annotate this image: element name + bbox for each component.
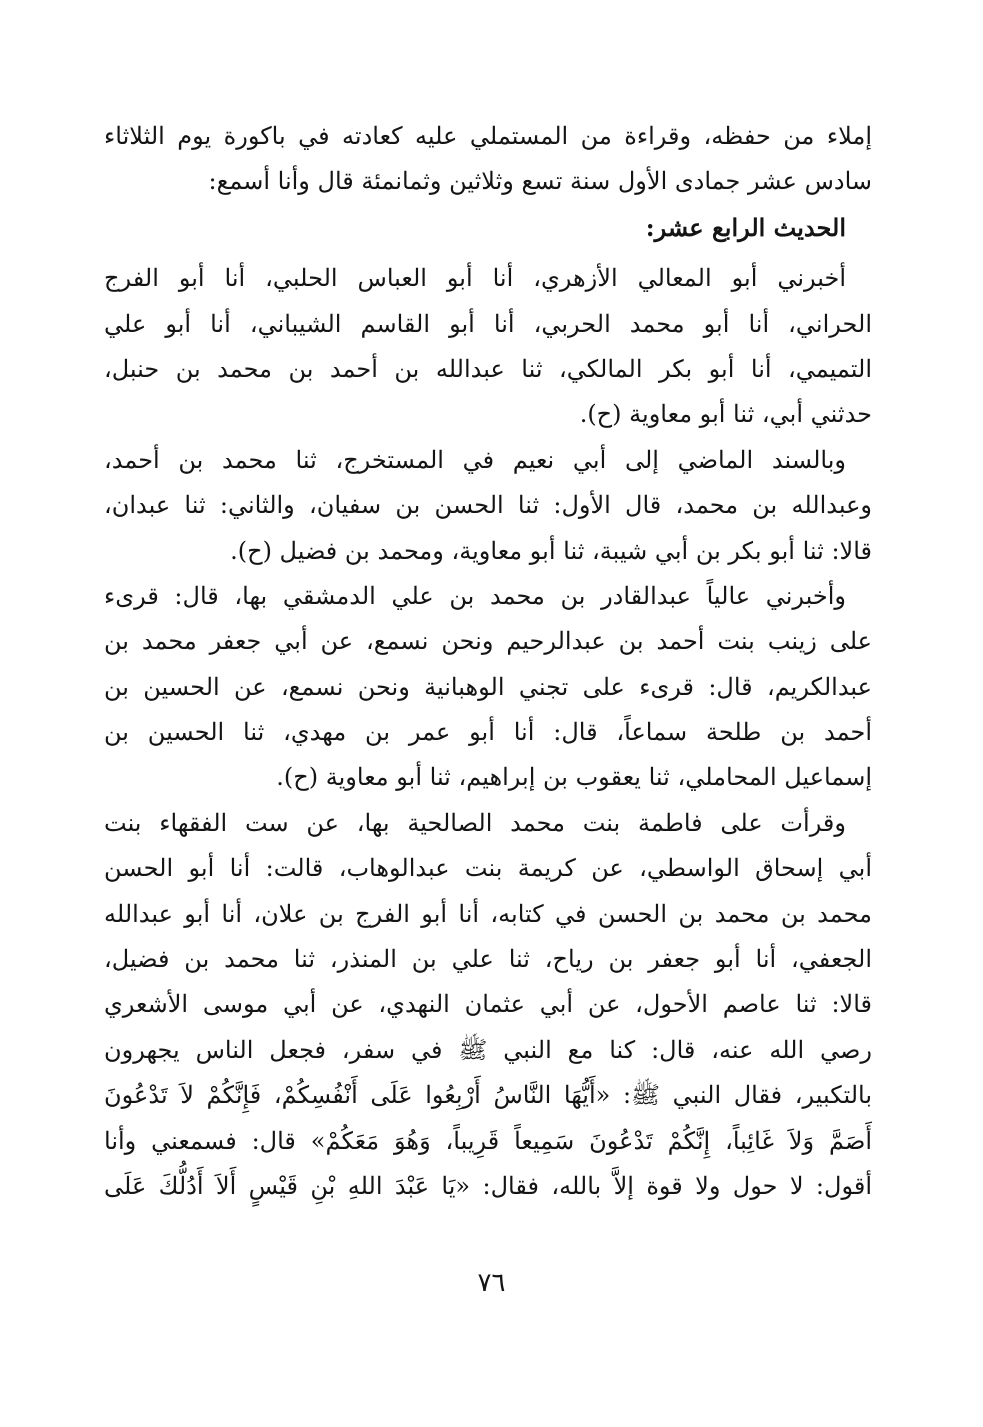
- paragraph-isnad-3: [104, 574, 872, 801]
- text-line: قالا: ثنا أبو بكر بن أبي شيبة، ثنا أبو معاوية، ومحمد بن فضيل (ح).: [230, 536, 872, 565]
- page-text: [104, 114, 872, 1209]
- page-number: ٧٦: [477, 1268, 506, 1298]
- text-line: حدثني أبي، ثنا أبو معاوية (ح).: [579, 400, 872, 429]
- text-line: وقرأت على فاطمة بنت محمد الصالحية بها، عن ست الفقهاء بنت: [104, 808, 846, 837]
- text-line: رصي الله عنه، قال: كنا مع النبي ﷺ في سفر، فجعل الناس يجهرون: [104, 1035, 872, 1064]
- text-line: سادس عشر جمادى الأول سنة تسع وثلاثين وثمانمئة قال وأنا أسمع:: [208, 167, 872, 196]
- section-heading: الحديث الرابع عشر:: [645, 212, 846, 242]
- text-line: إسماعيل المحاملي، ثنا يعقوب بن إبراهيم، ثنا أبو معاوية (ح).: [276, 763, 872, 792]
- hadith-heading: [104, 205, 872, 250]
- paragraph-isnad-4: [104, 801, 872, 1210]
- text-line: أقول: لا حول ولا قوة إلاَّ بالله، فقال: «يَا عَبْدَ اللهِ بْنِ قَيْسٍ أَلاَ أَدُلُّكَ عَلَى: [104, 1171, 872, 1200]
- paragraph-isnad-2: [104, 438, 872, 574]
- text-line: وعبدالله بن محمد، قال الأول: ثنا الحسن بن سفيان، والثاني: ثنا عبدان،: [104, 491, 872, 520]
- text-line: وأخبرني عالياً عبدالقادر بن محمد بن علي الدمشقي بها، قال: قرىء: [104, 581, 846, 610]
- text-line: عبدالكريم، قال: قرىء على تجني الوهبانية ونحن نسمع، عن الحسين بن: [104, 672, 872, 701]
- text-line: الحراني، أنا أبو محمد الحربي، أنا أبو القاسم الشيباني، أنا أبو علي: [104, 309, 872, 338]
- text-line: أحمد بن طلحة سماعاً، قال: أنا أبو عمر بن مهدي، ثنا الحسين بن: [104, 718, 872, 747]
- text-line: وبالسند الماضي إلى أبي نعيم في المستخرج، ثنا محمد بن أحمد،: [104, 445, 846, 474]
- text-line: الجعفي، أنا أبو جعفر بن رياح، ثنا علي بن المنذر، ثنا محمد بن فضيل،: [104, 945, 872, 974]
- text-line: محمد بن محمد بن الحسن في كتابه، أنا أبو الفرج بن علان، أنا أبو عبدالله: [104, 899, 872, 928]
- text-line: التميمي، أنا أبو بكر المالكي، ثنا عبدالله بن أحمد بن محمد بن حنبل،: [104, 354, 872, 383]
- text-line: أخبرني أبو المعالي الأزهري، أنا أبو العباس الحلبي، أنا أبو الفرج: [104, 264, 846, 293]
- text-line: بالتكبير، فقال النبي ﷺ: «أَيُّهَا النَّاسُ أَرْبِعُوا عَلَى أَنْفُسِكُمْ، فَإِنَّكُمْ لاَ تَدْعُونَ: [104, 1081, 873, 1110]
- text-line: أَصَمَّ وَلاَ غَائِباً، إِنَّكُمْ تَدْعُونَ سَمِيعاً قَرِيباً، وَهُوَ مَعَكُمْ» قال: فسمعني وأنا: [104, 1126, 872, 1155]
- paragraph-isnad-1: [104, 256, 872, 438]
- paragraph-intro: [104, 114, 872, 205]
- text-line: قالا: ثنا عاصم الأحول، عن أبي عثمان النهدي، عن أبي موسى الأشعري: [104, 990, 873, 1019]
- text-line: على زينب بنت أحمد بن عبدالرحيم ونحن نسمع، عن أبي جعفر محمد بن: [104, 627, 872, 656]
- text-line: إملاء من حفظه، وقراءة من المستملي عليه كعادته في باكورة يوم الثلاثاء: [104, 122, 872, 150]
- text-line: أبي إسحاق الواسطي، عن كريمة بنت عبدالوهاب، قالت: أنا أبو الحسن: [104, 854, 872, 883]
